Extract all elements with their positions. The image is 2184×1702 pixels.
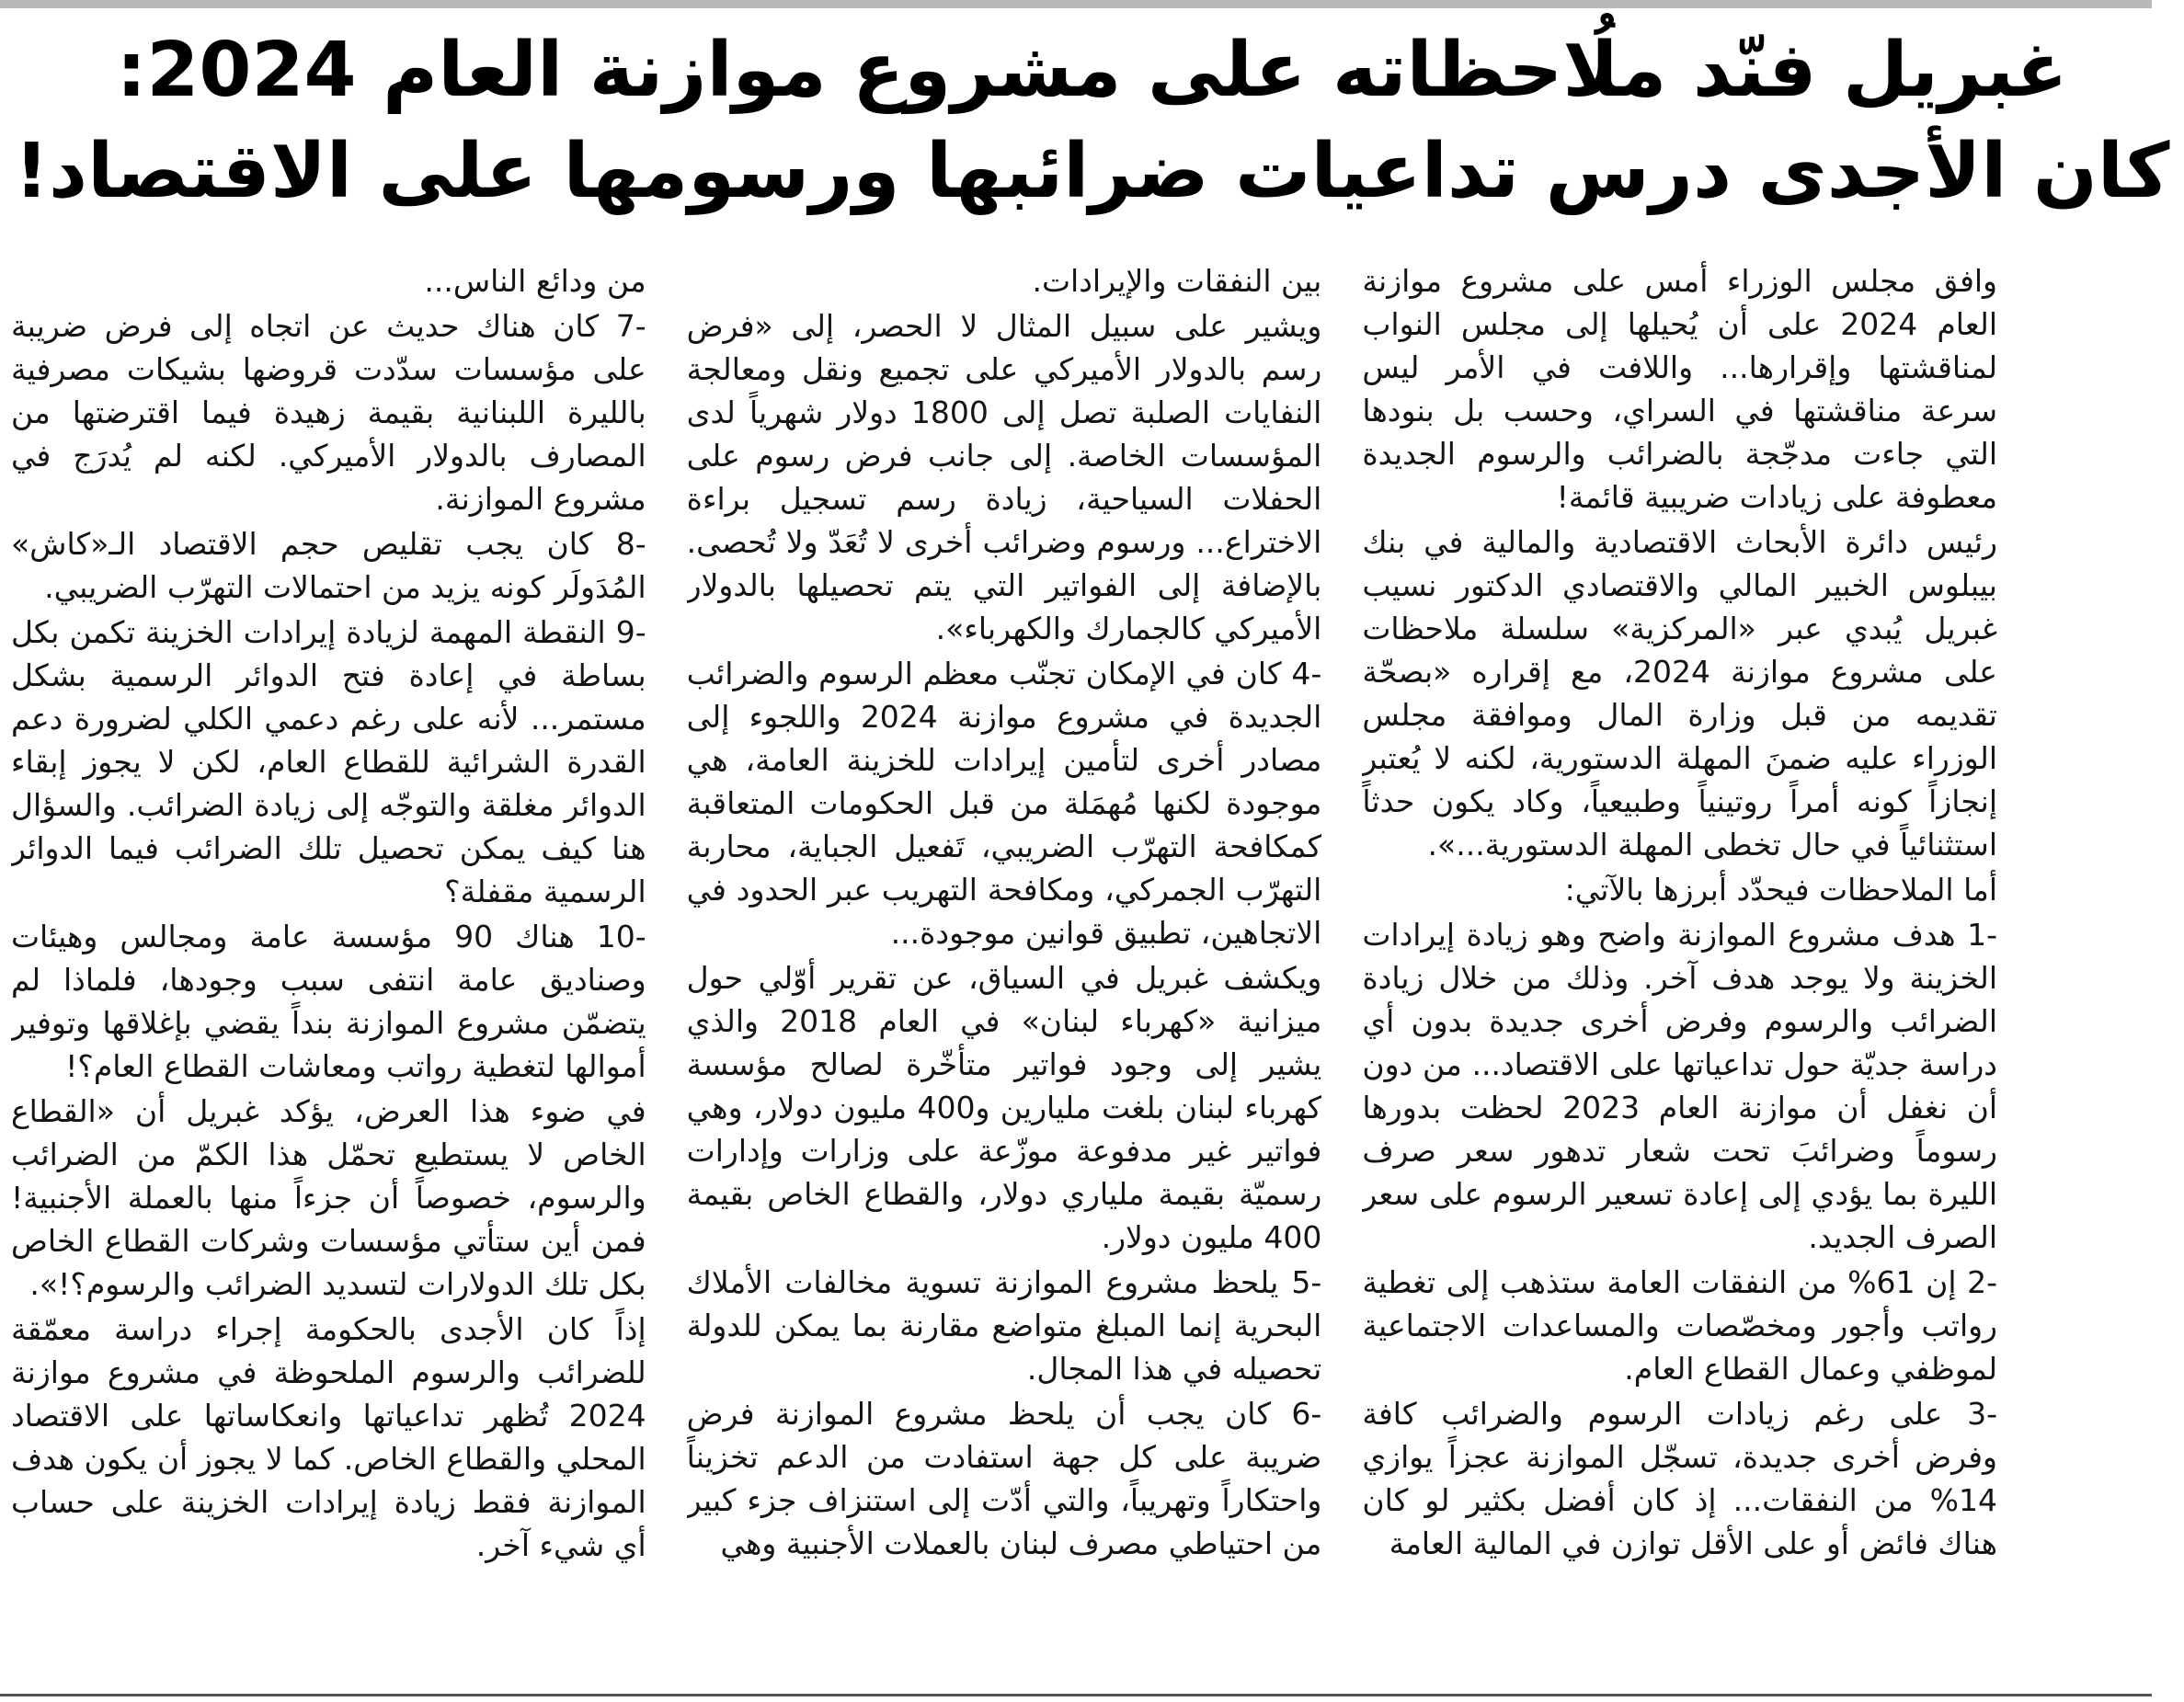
column-2 [687, 259, 1322, 1657]
column-3 [11, 259, 646, 1657]
paragraph: رئيس دائرة الأبحاث الاقتصادية والمالية في بنك بيبلوس الخبير المالي والاقتصادي الدكتور نسيب غبريل يُبدي عبر «المركزية» سلسلة ملاحظات على مشروع موازنة 2024، مع إقراره «بصحّة تقديمه من قبل وزارة المال وموافقة مجلس الوزراء عليه ضمنَ المهلة الدستورية، لكنه لا يُعتبر إنجازاً كونه أمراً روتينياً وطبيعياً، وكاد يكون حدثاً استثنائياً في حال تخطى المهلة الدستورية...». [1362, 524, 1997, 862]
paragraph: من ودائع الناس... [424, 263, 646, 299]
paragraph: -7 كان هناك حديث عن اتجاه إلى فرض ضريبة على مؤسسات سدّدت قروضها بشيكات مصرفية بالليرة اللبنانية بقيمة زهيدة فيما اقترضتها من المصارف بالدولار الأميركي. لكنه لم يُدرَج في مشروع الموازنة. [10, 308, 646, 517]
paragraph: -9 النقطة المهمة لزيادة إيرادات الخزينة تكمن بكل بساطة في إعادة فتح الدوائر الرسمية بشكل مستمر... لأنه على رغم دعمي الكلي لضرورة دعم القدرة الشرائية للقطاع العام، لكن لا يجوز إبقاء الدوائر مغلقة والتوجّه إلى زيادة الضرائب. والسؤال هنا كيف يمكن تحصيل تلك الضرائب فيما الدوائر الرسمية مقفلة؟ [10, 614, 646, 909]
headline-line-1: غبريل فنّد ملُاحظاته على مشروع موازنة العام 2024: [116, 27, 2068, 114]
headline-line-2: كان الأجدى درس تداعيات ضرائبها ورسومها على الاقتصاد! [14, 128, 2170, 215]
paragraph: بين النفقات والإيرادات. [1032, 263, 1322, 299]
headline [0, 20, 2184, 223]
paragraph: وافق مجلس الوزراء أمس على مشروع موازنة العام 2024 على أن يُحيلها إلى مجلس النواب لمناقشتها وإقرارها... واللافت في الأمر ليس سرعة مناقشتها في السراي، وحسب بل بنودها التي جاءت مدجّجة بالضرائب والرسوم الجديدة معطوفة على زيادات ضريبية قائمة! [1362, 263, 1997, 515]
bottom-rule [0, 1694, 2152, 1696]
paragraph: -4 كان في الإمكان تجنّب معظم الرسوم والضرائب الجديدة في مشروع موازنة 2024 واللجوء إلى مصادر أخرى لتأمين إيرادات للخزينة العامة، هي موجودة لكنها مُهمَلة من قبل الحكومات المتعاقبة كمكافحة التهرّب الضريبي، تَفعيل الجباية، محاربة التهرّب الجمركي، ومكافحة التهريب عبر الحدود في الاتجاهين، تطبيق قوانين موجودة... [686, 656, 1322, 951]
column-1 [1362, 259, 1997, 1657]
paragraph: -6 كان يجب أن يلحظ مشروع الموازنة فرض ضريبة على كل جهة استفادت من الدعم تخزيناً واحتكاراً وتهريباً، والتي أدّت إلى استنزاف جزء كبير من احتياطي مصرف لبنان بالعملات الأجنبية وهي [686, 1396, 1322, 1561]
top-rule [0, 0, 2152, 8]
paragraph: -2 إن 61% من النفقات العامة ستذهب إلى تغطية رواتب وأجور ومخصّصات والمساعدات الاجتماعية لموظفي وعمال القطاع العام. [1362, 1264, 1997, 1387]
paragraph: -1 هدف مشروع الموازنة واضح وهو زيادة إيرادات الخزينة ولا يوجد هدف آخر. وذلك من خلال زيادة الضرائب والرسوم وفرض أخرى جديدة بدون أي دراسة جديّة حول تداعياتها على الاقتصاد... من دون أن نغفل أن موازنة العام 2023 لحظت بدورها رسوماً وضرائبَ تحت شعار تدهور سعر صرف الليرة بما يؤدي إلى إعادة تسعير الرسوم على سعر الصرف الجديد. [1362, 917, 1997, 1255]
paragraph: ويشير على سبيل المثال لا الحصر، إلى «فرض رسم بالدولار الأميركي على تجميع ونقل ومعالجة النفايات الصلبة تصل إلى 1800 دولار شهرياً لدى المؤسسات الخاصة. إلى جانب فرض رسوم على الحفلات السياحية، زيادة رسم تسجيل براءة الاختراع... ورسوم وضرائب أخرى لا تُعَدّ ولا تُحصى. بالإضافة إلى الفواتير التي يتم تحصيلها بالدولار الأميركي كالجمارك والكهرباء». [686, 308, 1322, 646]
paragraph: -5 يلحظ مشروع الموازنة تسوية مخالفات الأملاك البحرية إنما المبلغ متواضع مقارنة بما يمكن للدولة تحصيله في هذا المجال. [686, 1264, 1322, 1387]
article-columns [11, 259, 1997, 1657]
paragraph: أما الملاحظات فيحدّد أبرزها بالآتي: [1564, 872, 1997, 908]
paragraph: -10 هناك 90 مؤسسة عامة ومجالس وهيئات وصناديق عامة انتفى سبب وجودها، فلماذا لم يتضمّن مشروع الموازنة بنداً يقضي بإغلاقها وتوفير أموالها لتغطية رواتب ومعاشات القطاع العام؟! [10, 919, 646, 1084]
paragraph: ويكشف غبريل في السياق، عن تقرير أوّلي حول ميزانية «كهرباء لبنان» في العام 2018 والذي يشير إلى وجود فواتير متأخّرة لصالح مؤسسة كهرباء لبنان بلغت مليارين و400 مليون دولار، وهي فواتير غير مدفوعة موزّعة على وزارات وإدارات رسميّة بقيمة ملياري دولار، والقطاع الخاص بقيمة 400 مليون دولار. [686, 960, 1322, 1255]
paragraph: في ضوء هذا العرض، يؤكد غبريل أن «القطاع الخاص لا يستطيع تحمّل هذا الكمّ من الضرائب والرسوم، خصوصاً أن جزءاً منها بالعملة الأجنبية! فمن أين ستأتي مؤسسات وشركات القطاع الخاص بكل تلك الدولارات لتسديد الضرائب والرسوم؟!». [10, 1093, 646, 1302]
paragraph: -8 كان يجب تقليص حجم الاقتصاد الـ«كاش» المُدَولَر كونه يزيد من احتمالات التهرّب الضريبي. [10, 526, 646, 605]
paragraph: إذاً كان الأجدى بالحكومة إجراء دراسة معمّقة للضرائب والرسوم الملحوظة في مشروع موازنة 2024 تُظهر تداعياتها وانعكاساتها على الاقتصاد المحلي والقطاع الخاص. كما لا يجوز أن يكون هدف الموازنة فقط زيادة إيرادات الخزينة على حساب أي شيء آخر. [10, 1311, 646, 1563]
paragraph: -3 على رغم زيادات الرسوم والضرائب كافة وفرض أخرى جديدة، تسجّل الموازنة عجزاً يوازي 14% من النفقات... إذ كان أفضل بكثير لو كان هناك فائض أو على الأقل توازن في المالية العامة [1362, 1396, 1997, 1561]
